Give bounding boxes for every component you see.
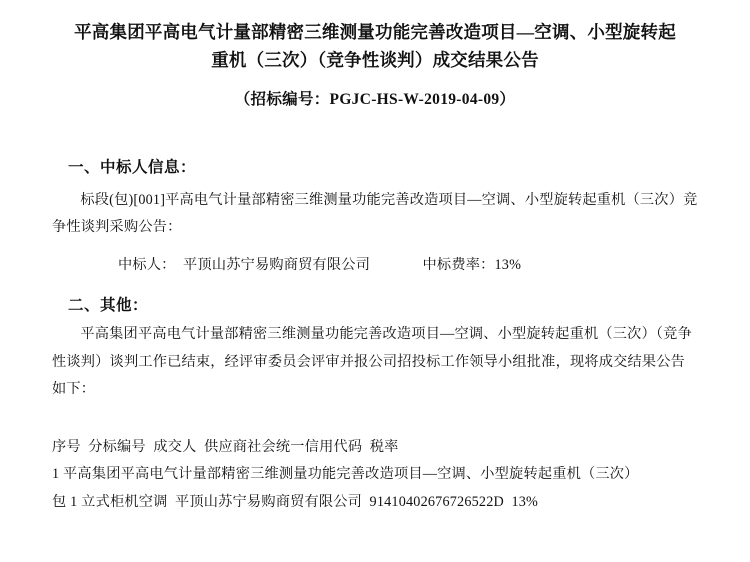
page-title: 平高集团平高电气计量部精密三维测量功能完善改造项目—空调、小型旋转起重机（三次）（竞争性谈判）成交结果公告 bbox=[74, 22, 676, 71]
tender-number: （招标编号：PGJC-HS-W-2019-04-09） bbox=[234, 90, 516, 108]
bidder-info-paragraph: 标段(包)[001]平高电气计量部精密三维测量功能完善改造项目—空调、小型旋转起重机（三次）竞争性谈判采购公告： bbox=[52, 191, 698, 236]
section-bidder-info bbox=[52, 155, 698, 279]
table-row-line-2: 包 1 立式柜机空调 平顶山苏宁易购商贸有限公司 91410402676726522D 13% bbox=[52, 493, 539, 510]
result-table bbox=[52, 434, 698, 516]
table-header: 序号 分标编号 成交人 供应商社会统一信用代码 税率 bbox=[52, 439, 399, 456]
other-paragraph: 平高集团平高电气计量部精密三维测量功能完善改造项目—空调、小型旋转起重机（三次）（竞争性谈判）谈判工作已结束，经评审委员会评审并报公司招投标工作领导小组批准，现将成交结果公告如下： bbox=[52, 326, 692, 398]
section-other bbox=[52, 293, 698, 404]
bidder-name-and-rate: 中标人： 平顶山苏宁易购商贸有限公司 中标费率：13% bbox=[118, 257, 522, 274]
section-heading-bidder-info: 一、中标人信息： bbox=[68, 158, 197, 176]
section-heading-other: 二、其他： bbox=[68, 297, 149, 315]
table-row-line-1: 1 平高集团平高电气计量部精密三维测量功能完善改造项目—空调、小型旋转起重机（三次） bbox=[52, 466, 639, 483]
table-row bbox=[52, 461, 698, 516]
